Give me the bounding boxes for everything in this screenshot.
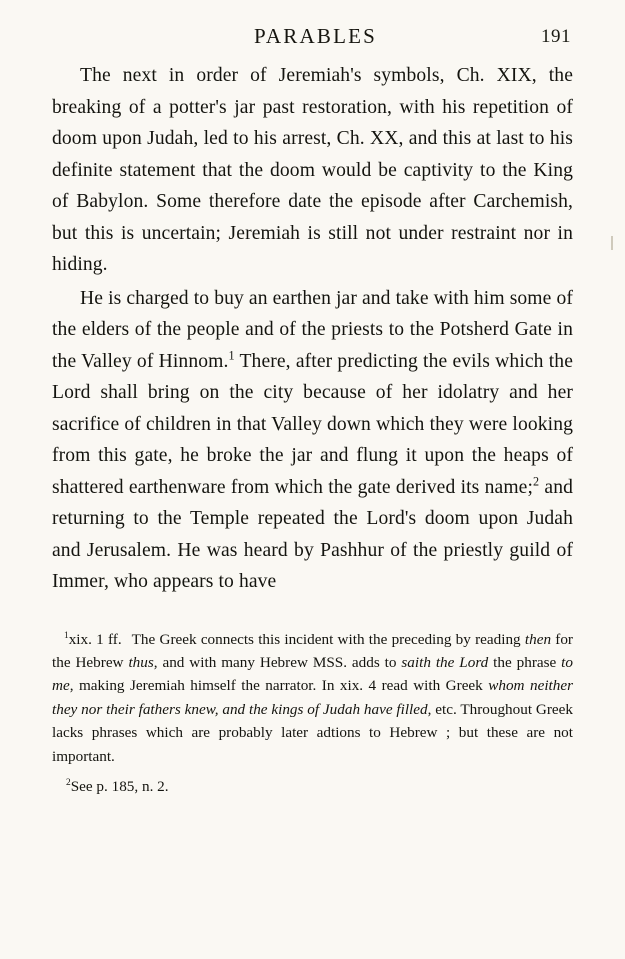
paragraph-2-part-3: and returning to the Temple repeated the Lord's doom upon Judah and Jerusalem. He was heard by Pashhur of the priestly guild of Immer, who appears to have [52,476,574,592]
page-number: 191 [541,26,571,47]
footnote-separator [52,600,573,626]
footnote-segment: The Greek connects this incident with the preceding by reading [131,630,525,648]
body-text [52,60,573,598]
footnote-segment: whom neither they nor their fathers knew, and the kings of Judah have filled [52,677,573,718]
paragraph-2-part-1: He is charged to buy an earthen jar and take with him some of the elders of the people and of the priests to the Potsherd Gate in the Valley of Hinnom. [52,287,573,372]
footnote-1 [52,628,573,768]
footnote-ref-1[interactable]: 1 [228,347,235,362]
footnotes [52,628,573,799]
footnote-segment: , etc. Throughout Greek lacks phrases which are probably later adtions to Hebrew ; but these are not important. [52,700,573,765]
footnote-2-body [71,778,169,795]
footnote-segment: , and with many Hebrew MSS. adds to [153,653,402,671]
footnote-segment: See p. 185, n. 2. [70,777,169,795]
footnote-segment: then [524,630,552,648]
footnote-segment: , making Jeremiah himself the narrator. In xix. 4 read with Greek [69,677,489,695]
footnote-segment: thus [128,653,154,671]
footnote-1-ref: xix. 1 ff. [68,630,122,648]
running-head: PARABLES [253,24,378,48]
footnote-segment: for the Hebrew [52,630,573,671]
paragraph-2-part-2: There, after predicting the evils which the Lord shall bring on the city because of her idolatry and her sacrifice of children in that Valley down which they were looking from this gate, he broke the jar and flung it upon the heaps of shattered earthenware from which the gate derived its name; [52,350,573,498]
paragraph-2 [52,283,573,598]
footnote-ref-2[interactable]: 2 [533,473,540,488]
footnote-2 [52,775,573,798]
footnote-segment: saith the Lord [401,653,489,671]
page-edge-mark [611,236,613,250]
footnote-segment: the phrase [488,653,562,671]
footnote-2-marker: 2 [66,777,71,788]
paragraph-1: The next in order of Jeremiah's symbols, Ch. XIX, the breaking of a potter's jar past restoration, with his repetition of doom upon Judah, led to his arrest, Ch. XX, and this at last to his definite statement that the doom would be captivity to the King of Babylon. Some therefore date the episode after Carchemish, but this is uncertain; Jeremiah is still not under restraint nor in hiding. [52,65,573,275]
footnote-1-body [52,631,573,765]
page-header [52,18,573,56]
footnote-1-marker: 1 [64,630,69,641]
footnote-segment: to me [52,653,573,695]
